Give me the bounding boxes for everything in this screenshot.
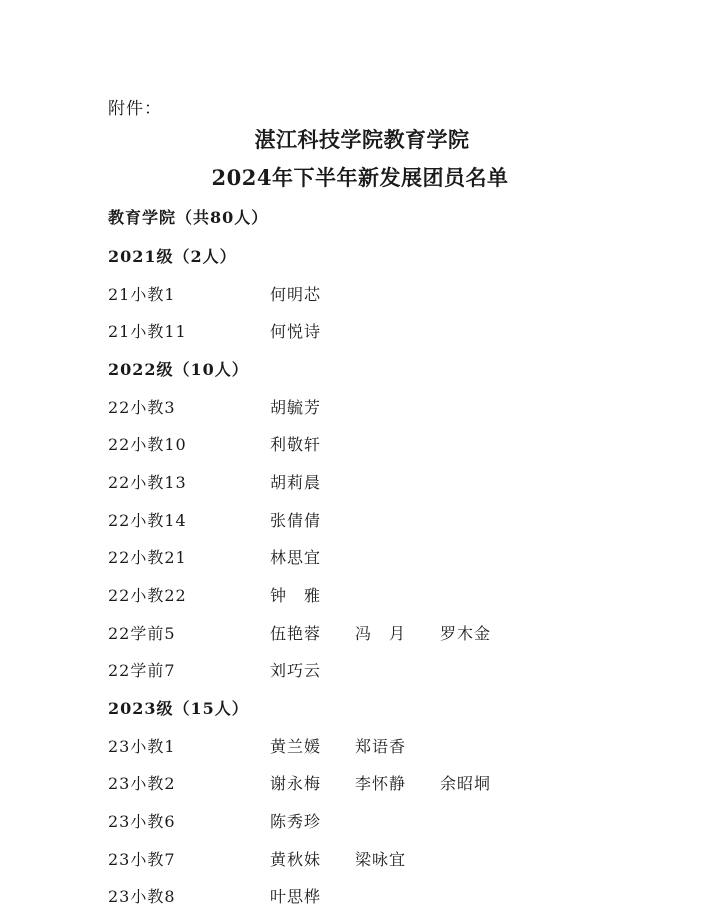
member-name: 林思宜 <box>270 548 322 567</box>
list-item <box>0 734 720 758</box>
member-name: 郑语香 <box>355 737 407 756</box>
grade-heading: 2021级（2人） <box>108 247 237 266</box>
class-name: 21小教1 <box>108 285 176 304</box>
list-item <box>0 508 720 532</box>
member-name: 何悦诗 <box>270 322 322 341</box>
member-name: 利敬轩 <box>270 435 322 454</box>
member-name: 李怀静 <box>355 774 407 793</box>
member-name: 梁咏宜 <box>355 850 407 869</box>
member-name: 胡毓芳 <box>270 398 322 417</box>
class-name: 23小教1 <box>108 737 176 756</box>
list-item <box>0 884 720 908</box>
member-name: 黄秋妹 <box>270 850 322 869</box>
list-item <box>0 583 720 607</box>
list-item <box>0 470 720 494</box>
college-heading: 教育学院（共80人） <box>108 208 269 227</box>
class-name: 23小教8 <box>108 887 176 906</box>
class-name: 22学前5 <box>108 624 176 643</box>
document-title: 湛江科技学院教育学院 <box>254 127 470 152</box>
class-name: 22学前7 <box>108 661 176 680</box>
class-name: 22小教13 <box>108 473 187 492</box>
grade-heading: 2022级（10人） <box>108 360 249 379</box>
class-name: 22小教3 <box>108 398 176 417</box>
class-name: 22小教10 <box>108 435 187 454</box>
document-subtitle: 2024年下半年新发展团员名单 <box>211 165 509 190</box>
list-item <box>0 621 720 645</box>
member-name: 何明芯 <box>270 285 322 304</box>
class-name: 22小教14 <box>108 511 187 530</box>
list-item <box>0 319 720 343</box>
member-name: 陈秀珍 <box>270 812 322 831</box>
list-item <box>0 847 720 871</box>
member-name: 张倩倩 <box>270 511 322 530</box>
list-item <box>0 809 720 833</box>
attachment-label: 附件： <box>108 99 162 119</box>
list-item <box>0 771 720 795</box>
member-name: 余昭垌 <box>440 774 492 793</box>
class-name: 21小教11 <box>108 322 187 341</box>
member-name: 胡莉晨 <box>270 473 322 492</box>
list-item <box>0 658 720 682</box>
member-name: 罗木金 <box>440 624 492 643</box>
member-name: 刘巧云 <box>270 661 322 680</box>
list-item <box>0 282 720 306</box>
list-item <box>0 395 720 419</box>
member-name: 谢永梅 <box>270 774 322 793</box>
member-name: 叶思桦 <box>270 887 322 906</box>
member-name: 冯 月 <box>355 624 407 643</box>
class-name: 22小教21 <box>108 548 187 567</box>
list-item <box>0 432 720 456</box>
class-name: 23小教7 <box>108 850 176 869</box>
member-name: 伍艳蓉 <box>270 624 322 643</box>
class-name: 23小教2 <box>108 774 176 793</box>
member-name: 钟 雅 <box>270 586 322 605</box>
member-name: 黄兰媛 <box>270 737 322 756</box>
class-name: 22小教22 <box>108 586 187 605</box>
grade-heading: 2023级（15人） <box>108 699 249 718</box>
class-name: 23小教6 <box>108 812 176 831</box>
list-item <box>0 545 720 569</box>
